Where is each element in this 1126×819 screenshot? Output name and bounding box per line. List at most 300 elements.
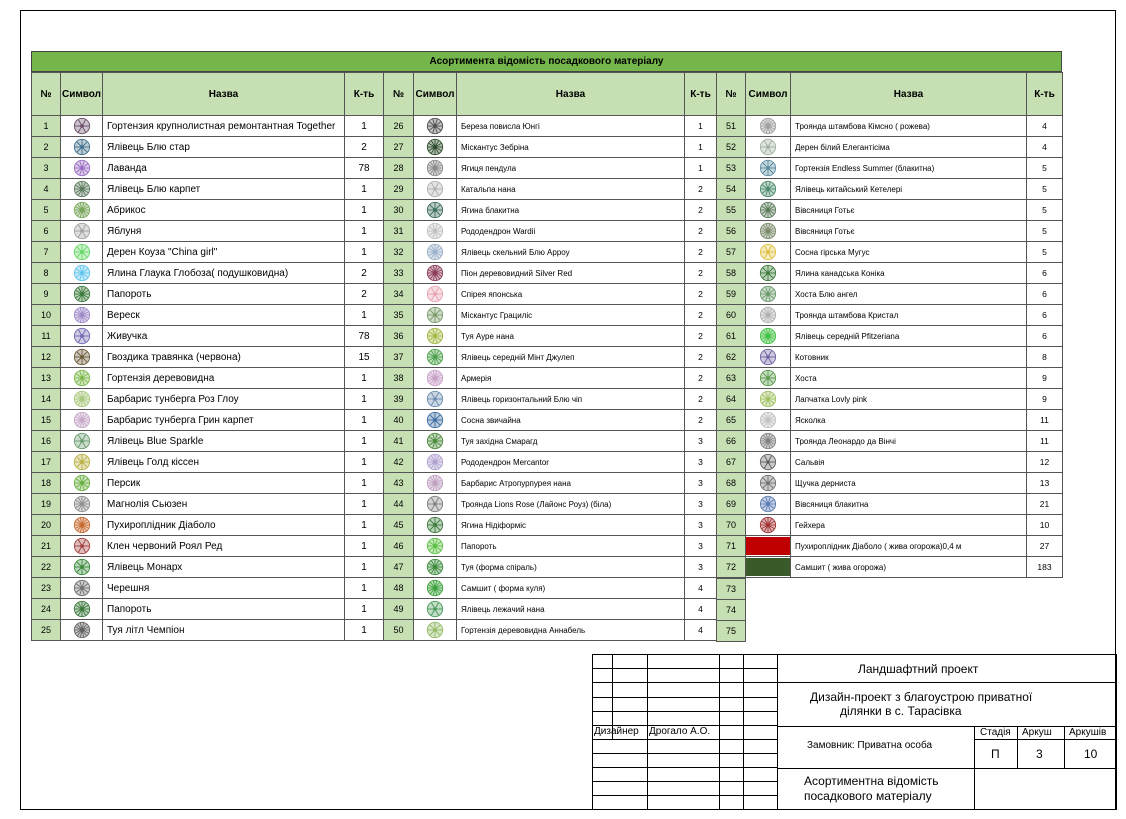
plant-symbol-cell [746,515,791,536]
table-row [717,116,1063,137]
plant-name: Вівсяниця Готьє [791,200,1027,221]
rose-icon [759,117,777,135]
grass-icon [759,201,777,219]
row-number: 21 [32,536,61,557]
project-type: Ландшафтний проект [858,662,979,676]
heuchera-icon [759,516,777,534]
rhododendron-icon [426,222,444,240]
plant-quantity: 2 [685,200,717,221]
table-row [384,578,717,599]
plant-quantity: 1 [345,368,384,389]
plant-name: Армерія [457,368,685,389]
table-row [717,389,1063,410]
row-number: 75 [717,621,746,642]
row-number: 25 [32,620,61,641]
row-number: 45 [384,515,414,536]
table-row [717,326,1063,347]
plant-symbol-cell [414,389,457,410]
table-row [384,431,717,452]
plant-quantity: 3 [685,557,717,578]
thuja-icon [426,327,444,345]
header-num: № [717,73,746,116]
plant-symbol-cell [746,326,791,347]
table-row [32,221,384,242]
table-row [32,263,384,284]
table-row [717,473,1063,494]
plant-name: Ялівець Блю карпет [103,179,345,200]
plant-name: Ялівець китайський Кетелері [791,179,1027,200]
plant-quantity: 2 [345,263,384,284]
thuja-icon [426,432,444,450]
table-row [32,578,384,599]
designer-name: Дрогало А.О. [649,726,711,737]
physocarpus-icon [73,516,91,534]
table-row [32,599,384,620]
plant-name: Катальпа нана [457,179,685,200]
row-number: 37 [384,347,414,368]
row-number: 55 [717,200,746,221]
shrub-icon [759,138,777,156]
spiraea-icon [426,285,444,303]
plant-quantity: 1 [685,116,717,137]
table-row [717,368,1063,389]
juniper-icon [426,348,444,366]
plant-symbol-cell [61,599,103,620]
plant-name: Спірея японська [457,284,685,305]
plant-quantity: 1 [345,536,384,557]
table-header [717,73,1063,116]
table-row [384,284,717,305]
plant-quantity: 2 [685,221,717,242]
juniper-icon [759,327,777,345]
plant-name: Черешня [103,578,345,599]
row-number: 52 [717,137,746,158]
client: Замовник: Приватна особа [807,740,933,751]
hydrangea-icon [73,117,91,135]
table-row [32,473,384,494]
plant-quantity: 1 [685,137,717,158]
table-title: Асортимента відомість посадкового матеріалу [31,51,1062,72]
plant-symbol-cell [746,137,791,158]
plant-symbol-cell [746,179,791,200]
row-number: 26 [384,116,414,137]
hydrangea-icon [73,369,91,387]
header-name: Назва [457,73,685,116]
plant-symbol-cell [414,557,457,578]
row-number: 3 [32,158,61,179]
header-symbol: Символ [746,73,791,116]
row-number: 5 [32,200,61,221]
row-number: 14 [32,389,61,410]
plant-name: Ягина Нідіформіс [457,515,685,536]
table-row [717,221,1063,242]
potentilla-icon [759,390,777,408]
plant-name: Живучка [103,326,345,347]
plant-symbol-cell [414,620,457,641]
plant-quantity: 9 [1027,389,1063,410]
armeria-icon [426,369,444,387]
plant-symbol-cell [61,578,103,599]
plant-name: Троянда Lions Rose (Лайонс Роуз) (біла) [457,494,685,515]
plant-name: Папороть [457,536,685,557]
plant-symbol-cell [61,389,103,410]
row-number: 69 [717,494,746,515]
spruce-icon [426,201,444,219]
row-number: 68 [717,473,746,494]
table-row [32,347,384,368]
row-number: 29 [384,179,414,200]
grass-icon [759,222,777,240]
sheets-label: Аркушів [1069,727,1107,738]
plant-symbol-cell [746,284,791,305]
plant-symbol-cell [61,620,103,641]
plant-symbol-cell [414,536,457,557]
plant-name: Міскантус Грациліс [457,305,685,326]
plant-name: Папороть [103,284,345,305]
plant-name: Гортензія деревовидна Аннабель [457,620,685,641]
plant-symbol-cell [61,116,103,137]
plant-name: Котовник [791,347,1027,368]
row-number: 57 [717,242,746,263]
plant-name: Ялівець лежачий нана [457,599,685,620]
plant-quantity: 6 [1027,326,1063,347]
table-header [32,73,384,116]
tree-icon [73,579,91,597]
sheet-label: Аркуш [1022,727,1052,738]
row-number: 73 [717,579,746,600]
row-number: 61 [717,326,746,347]
plant-quantity: 3 [685,431,717,452]
table-row [384,536,717,557]
plant-symbol-cell [61,410,103,431]
lavender-icon [73,159,91,177]
table-header [384,73,717,116]
plant-name: Клен червоний Роял Ред [103,536,345,557]
plant-quantity: 15 [345,347,384,368]
plant-quantity: 2 [685,242,717,263]
plant-quantity: 1 [345,599,384,620]
row-number: 11 [32,326,61,347]
plant-symbol-cell [61,242,103,263]
plant-name: Щучка дерниста [791,473,1027,494]
header-num: № [32,73,61,116]
plant-name: Вівсяниця Готьє [791,221,1027,242]
title-block [592,654,1117,810]
plant-quantity: 1 [345,473,384,494]
plant-name: Троянда штамбова Кристал [791,305,1027,326]
plant-quantity: 5 [1027,179,1063,200]
plant-symbol-cell [414,494,457,515]
juniper-icon [426,600,444,618]
table-row [717,600,746,621]
plant-name: Ялівець Блю стар [103,137,345,158]
header-name: Назва [791,73,1027,116]
plant-symbol-cell [746,347,791,368]
grass-icon [759,495,777,513]
row-number: 1 [32,116,61,137]
table-row [32,515,384,536]
table-row [717,431,1063,452]
plant-quantity: 1 [345,305,384,326]
row-number: 67 [717,452,746,473]
catalpa-icon [426,180,444,198]
plant-quantity: 183 [1027,557,1063,578]
table-row [384,326,717,347]
plant-name: Хоста [791,368,1027,389]
plant-symbol-cell [414,515,457,536]
row-number: 54 [717,179,746,200]
table-row [717,242,1063,263]
plant-symbol-cell [61,347,103,368]
row-number: 41 [384,431,414,452]
plant-quantity: 3 [685,536,717,557]
plant-name: Ягиця пендула [457,158,685,179]
table-row [384,242,717,263]
plant-symbol-cell [746,305,791,326]
plant-name: Самшит ( жива огорожа) [791,557,1027,578]
table-row [384,452,717,473]
row-number: 60 [717,305,746,326]
plant-name: Ялівець Голд кіссен [103,452,345,473]
plant-symbol-cell [746,116,791,137]
table-row [384,137,717,158]
plant-quantity: 1 [345,410,384,431]
barberry-icon [73,390,91,408]
plant-symbol-cell [414,200,457,221]
header-name: Назва [103,73,345,116]
plant-name: Вівсяниця блакитна [791,494,1027,515]
heather-icon [73,306,91,324]
row-number: 18 [32,473,61,494]
row-number: 31 [384,221,414,242]
plant-name: Гейхера [791,515,1027,536]
row-number: 17 [32,452,61,473]
plant-quantity: 27 [1027,536,1063,557]
plant-symbol-cell [746,473,791,494]
plant-name: Лаванда [103,158,345,179]
plant-quantity: 4 [1027,116,1063,137]
plant-symbol-cell [414,599,457,620]
plant-quantity: 2 [685,347,717,368]
row-number: 44 [384,494,414,515]
plant-quantity: 1 [345,431,384,452]
plant-name: Ягина блакитна [457,200,685,221]
row-number: 70 [717,515,746,536]
table-row [32,158,384,179]
table-row [717,410,1063,431]
sheet-title-line-2: посадкового матеріалу [804,789,932,803]
table-row [32,305,384,326]
rose-icon [426,495,444,513]
plant-name: Барбарис тунберга Роз Глоу [103,389,345,410]
row-number: 46 [384,536,414,557]
plant-quantity: 11 [1027,431,1063,452]
table-row [717,305,1063,326]
table-row [384,221,717,242]
tree-icon [73,201,91,219]
plant-quantity: 78 [345,326,384,347]
plant-quantity: 10 [1027,515,1063,536]
juniper-icon [759,180,777,198]
row-number: 56 [717,221,746,242]
spruce-icon [759,264,777,282]
table-row [32,200,384,221]
hydrangea-icon [759,159,777,177]
project-title-line-1: Дизайн-проект з благоустрою приватної [810,690,1033,704]
plant-symbol-cell [61,305,103,326]
plant-name: Барбарис тунберга Грин карпет [103,410,345,431]
table-row [384,494,717,515]
plant-symbol-cell [414,305,457,326]
table-row [384,158,717,179]
table-row [717,137,1063,158]
plant-table-part-2 [383,72,717,641]
header-qty: К-ть [345,73,384,116]
plant-quantity: 1 [345,620,384,641]
grass-icon [426,306,444,324]
row-number: 2 [32,137,61,158]
boxwood-icon [426,579,444,597]
plant-quantity: 3 [685,515,717,536]
table-row [32,326,384,347]
row-number: 7 [32,242,61,263]
row-number: 72 [717,557,746,578]
birch-icon [426,117,444,135]
plant-name: Піон деревовидний Silver Red [457,263,685,284]
plant-name: Рододендрон Wardii [457,221,685,242]
cerastium-icon [759,411,777,429]
plant-symbol-cell [61,368,103,389]
row-number: 16 [32,431,61,452]
designer-label: Дизайнер [594,726,639,737]
plant-quantity: 3 [685,494,717,515]
plant-symbol-cell [61,200,103,221]
rose-icon [759,432,777,450]
plant-symbol-cell [414,410,457,431]
row-number: 23 [32,578,61,599]
plant-name: Пухироплідник Діаболо ( жива огорожа)0,4 м [791,536,1027,557]
stage-label: Стадія [980,727,1011,738]
plant-symbol-cell [61,284,103,305]
plant-quantity: 78 [345,158,384,179]
row-number: 38 [384,368,414,389]
header-symbol: Символ [414,73,457,116]
table-row [384,599,717,620]
plant-symbol-cell [61,263,103,284]
table-row [32,137,384,158]
row-number: 6 [32,221,61,242]
plant-symbol-cell [414,326,457,347]
peony-icon [426,264,444,282]
plant-symbol-cell [746,200,791,221]
plant-quantity: 1 [345,494,384,515]
plant-name: Гортензія деревовидна [103,368,345,389]
row-number: 33 [384,263,414,284]
plant-quantity: 6 [1027,263,1063,284]
table-row [384,473,717,494]
plant-name: Дерен білий Елегантісіма [791,137,1027,158]
table-row [717,515,1063,536]
project-title-line-2: ділянки в с. Тарасівка [840,704,962,718]
plant-symbol-cell [746,494,791,515]
plant-quantity: 2 [685,284,717,305]
nepeta-icon [759,348,777,366]
plant-quantity: 1 [345,242,384,263]
plant-quantity: 21 [1027,494,1063,515]
plant-symbol-cell [746,368,791,389]
plant-symbol-cell [746,221,791,242]
plant-quantity: 6 [1027,305,1063,326]
plant-symbol-cell [61,431,103,452]
magnolia-icon [73,495,91,513]
row-number: 40 [384,410,414,431]
table-row [717,494,1063,515]
plant-quantity: 1 [345,578,384,599]
row-number: 10 [32,305,61,326]
table-row [32,410,384,431]
row-number: 48 [384,578,414,599]
row-number: 27 [384,137,414,158]
plant-name: Троянда штамбова Кімсно ( рожева) [791,116,1027,137]
row-number: 30 [384,200,414,221]
plant-quantity: 1 [345,200,384,221]
plant-symbol-cell [414,578,457,599]
plant-table-part-4 [716,578,746,642]
thuja-icon [426,558,444,576]
plant-quantity: 8 [1027,347,1063,368]
plant-quantity: 2 [345,137,384,158]
juniper-icon [73,558,91,576]
table-row [32,557,384,578]
plant-quantity: 3 [685,452,717,473]
row-number: 49 [384,599,414,620]
plant-name: Гвоздика травянка (червона) [103,347,345,368]
plant-symbol-cell [746,410,791,431]
table-row [384,179,717,200]
plant-symbol-cell [746,431,791,452]
plant-symbol-cell [746,242,791,263]
row-number: 32 [384,242,414,263]
table-row [384,557,717,578]
plant-name: Ясколка [791,410,1027,431]
row-number: 50 [384,620,414,641]
barberry-icon [73,411,91,429]
plant-symbol-cell [414,473,457,494]
row-number: 35 [384,305,414,326]
plant-symbol-cell [414,452,457,473]
sheet-value: 3 [1036,747,1043,761]
plant-name: Вереск [103,305,345,326]
plant-quantity: 1 [345,389,384,410]
plant-quantity: 1 [345,452,384,473]
tree-icon [73,474,91,492]
plant-quantity: 2 [685,410,717,431]
plant-quantity: 2 [685,368,717,389]
sheets-value: 10 [1084,747,1098,761]
juniper-icon [73,453,91,471]
maple-icon [73,537,91,555]
groundcover-icon [73,327,91,345]
row-number: 58 [717,263,746,284]
plant-symbol-cell [746,536,791,557]
plant-quantity: 1 [345,515,384,536]
plant-name: Туя літл Чемпіон [103,620,345,641]
juniper-icon [73,138,91,156]
plant-name: Міскантус Зебріна [457,137,685,158]
plant-name: Магнолія Сьюзен [103,494,345,515]
plant-name: Ялівець середній Мінт Джулеп [457,347,685,368]
table-row [717,263,1063,284]
